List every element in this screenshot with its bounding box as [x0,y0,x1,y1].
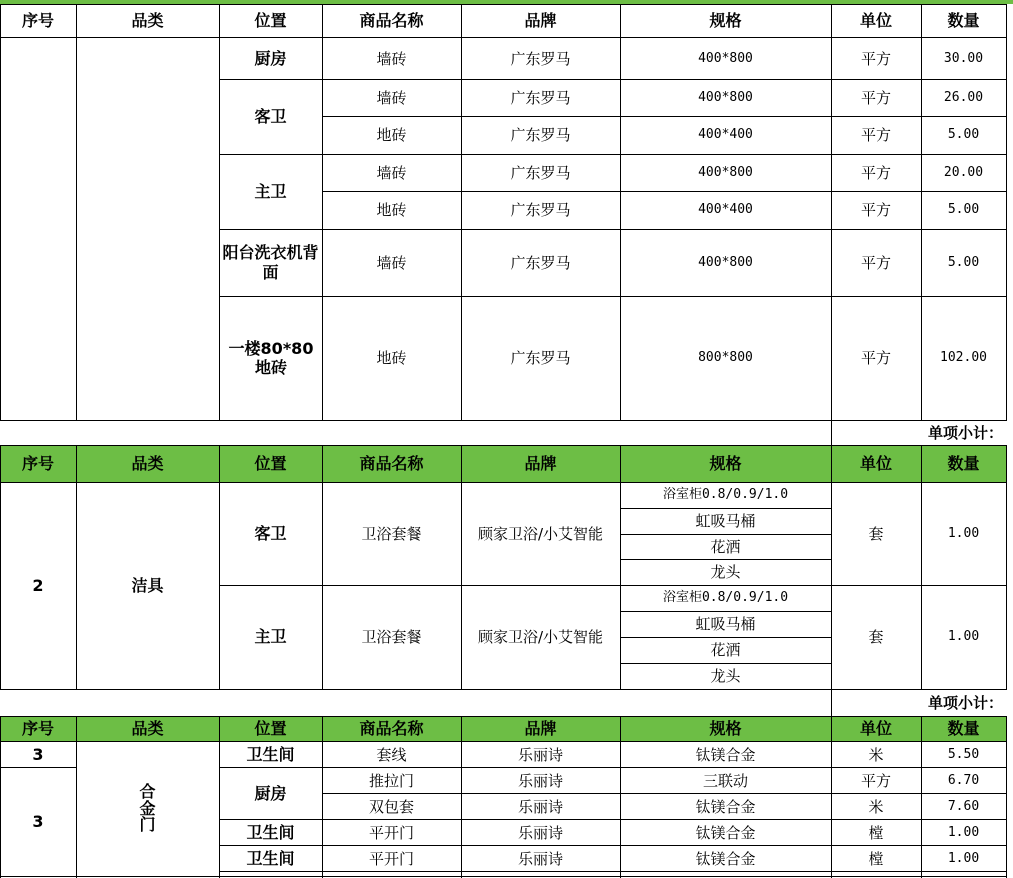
grid-line [0,4,1006,5]
product-name-cell: 推拉门 [368,772,414,790]
location-cell: 一楼80*80地砖 [228,338,314,377]
grid-line [219,871,1006,872]
unit-cell: 平方 [860,88,891,107]
brand-cell: 乐丽诗 [517,746,563,764]
unit-cell: 平方 [860,49,891,68]
location-cell: 阳台洗衣机背面 [222,243,319,282]
header-seq: 序号 [21,453,54,473]
seq-cell: 3 [32,744,44,764]
unit-cell: 平方 [860,253,891,272]
product-name-cell: 墙砖 [376,163,407,182]
spec-cell: 钛镁合金 [695,798,756,816]
location-cell: 卫生间 [246,745,295,765]
grid-line [620,534,831,535]
grid-line [322,793,1006,794]
header-brand: 品牌 [524,11,557,31]
grid-line [219,767,1006,768]
product-name-cell: 卫浴套餐 [361,524,422,543]
grid-line [620,508,831,509]
unit-cell: 平方 [860,772,891,790]
location-cell: 主卫 [254,181,287,201]
quantity-cell: 1.00 [947,629,980,645]
spec-cell: 400*800 [698,164,753,180]
header-spec: 规格 [709,11,742,31]
header-category: 品类 [131,453,164,473]
spec-cell: 800*800 [698,350,753,366]
quantity-cell: 6.70 [947,773,980,789]
header-product-name: 商品名称 [359,453,424,473]
unit-cell: 米 [868,746,884,764]
grid-line [322,716,323,878]
header-product-name: 商品名称 [359,11,424,31]
grid-line [0,482,1006,483]
location-cell: 客卫 [254,106,287,126]
header-brand: 品牌 [524,718,557,738]
product-name-cell: 墙砖 [376,88,407,107]
grid-line [219,296,1006,297]
grid-line [921,4,922,421]
header-product-name: 商品名称 [359,718,424,738]
grid-line [219,585,1006,586]
product-name-cell: 墙砖 [376,49,407,68]
grid-line [620,637,831,638]
product-name-cell: 地砖 [376,349,407,367]
header-location: 位置 [254,718,287,738]
grid-line [0,741,1006,742]
grid-line [0,716,1,878]
header-quantity: 数量 [947,11,980,31]
grid-line [322,116,1006,117]
spec-cell: 钛镁合金 [695,824,756,842]
brand-cell: 乐丽诗 [517,824,563,842]
spec-cell: 浴室柜0.8/0.9/1.0 [662,590,789,606]
grid-line [0,876,1006,877]
quantity-cell: 5.00 [947,127,980,143]
grid-line [76,4,77,421]
location-cell: 卫生间 [246,823,295,843]
header-brand: 品牌 [524,453,557,473]
quantity-cell: 102.00 [940,350,987,366]
spec-cell: 钛镁合金 [695,746,756,764]
location-cell: 厨房 [254,48,287,68]
grid-line [0,716,1006,717]
grid-line [219,229,1006,230]
spec-cell: 400*400 [698,127,753,143]
header-unit: 单位 [859,11,892,31]
spec-cell: 400*800 [698,50,753,66]
grid-line [461,445,462,690]
brand-cell: 顾家卫浴/小艾智能 [477,628,604,646]
grid-line [0,445,1,690]
header-category: 品类 [131,718,164,738]
brand-cell: 广东罗马 [510,349,571,367]
unit-cell: 套 [868,628,884,646]
product-name-cell: 地砖 [376,126,407,144]
seq-cell: 2 [32,575,44,595]
product-name-cell: 平开门 [368,850,414,868]
grid-line [921,716,922,878]
brand-cell: 广东罗马 [510,163,571,182]
subtotal-label: 单项小计： [927,694,1003,712]
brand-cell: 顾家卫浴/小艾智能 [477,524,604,543]
product-name-cell: 套线 [376,746,407,764]
grid-line [461,4,462,421]
grid-line [219,4,220,421]
location-cell: 主卫 [254,627,287,647]
product-name-cell: 地砖 [376,201,407,219]
quantity-cell: 1.00 [947,851,980,867]
quantity-cell: 20.00 [943,164,984,180]
quantity-cell: 5.50 [947,747,980,763]
header-spec: 规格 [709,718,742,738]
grid-line [219,845,1006,846]
spec-cell: 400*400 [698,202,753,218]
unit-cell: 平方 [860,126,891,144]
grid-line [620,559,831,560]
header-seq: 序号 [21,11,54,31]
grid-line [0,689,1006,690]
header-location: 位置 [254,11,287,31]
header-unit: 单位 [859,718,892,738]
grid-line [831,716,832,878]
spec-cell: 花洒 [710,537,741,556]
grid-line [76,445,77,690]
product-name-cell: 卫浴套餐 [361,628,422,646]
header-seq: 序号 [21,718,54,738]
spec-cell: 400*800 [698,89,753,105]
grid-line [831,445,832,716]
category-cell: 合 金 门 [139,781,156,835]
spec-cell: 龙头 [710,563,741,581]
grid-line [620,663,831,664]
spec-cell: 三联动 [702,772,748,790]
brand-cell: 广东罗马 [510,88,571,107]
grid-line [219,819,1006,820]
grid-line [219,79,1006,80]
spec-cell: 浴室柜0.8/0.9/1.0 [662,487,789,503]
quantity-cell: 5.00 [947,254,980,270]
quantity-cell: 5.00 [947,202,980,218]
product-name-cell: 双包套 [368,798,414,816]
brand-cell: 广东罗马 [510,49,571,68]
grid-line [1006,445,1007,690]
unit-cell: 平方 [860,349,891,367]
brand-cell: 乐丽诗 [517,798,563,816]
unit-cell: 米 [868,798,884,816]
grid-line [0,4,1,421]
header-unit: 单位 [859,453,892,473]
grid-line [461,716,462,878]
location-cell: 卫生间 [246,849,295,869]
unit-cell: 平方 [860,163,891,182]
grid-line [1006,716,1007,878]
grid-line [1006,4,1007,421]
spec-cell: 龙头 [710,667,741,685]
header-category: 品类 [131,11,164,31]
spec-cell: 花洒 [710,641,741,659]
grid-line [620,716,621,878]
subtotal-label: 单项小计： [927,424,1003,442]
grid-line [620,611,831,612]
quantity-cell: 30.00 [943,50,984,66]
header-quantity: 数量 [947,453,980,473]
spec-cell: 400*800 [698,254,753,270]
brand-cell: 广东罗马 [510,253,571,272]
grid-line [219,154,1006,155]
unit-cell: 套 [868,524,884,543]
category-cell: 洁具 [131,575,164,595]
location-cell: 客卫 [254,523,287,543]
grid-line [219,445,220,690]
quantity-cell: 26.00 [943,89,984,105]
header-spec: 规格 [709,453,742,473]
unit-cell: 平方 [860,201,891,219]
grid-line [322,191,1006,192]
grid-line [620,445,621,690]
quantity-cell: 1.00 [947,825,980,841]
quantity-cell: 1.00 [947,525,980,541]
brand-cell: 乐丽诗 [517,772,563,790]
grid-line [0,445,1006,446]
product-name-cell: 平开门 [368,824,414,842]
spec-cell: 虹吸马桶 [695,512,756,530]
product-name-cell: 墙砖 [376,253,407,272]
header-location: 位置 [254,453,287,473]
brand-cell: 广东罗马 [510,126,571,144]
brand-cell: 乐丽诗 [517,850,563,868]
location-cell: 厨房 [254,784,287,804]
grid-line [76,716,77,878]
grid-line [322,4,323,421]
grid-line [921,445,922,690]
quantity-cell: 7.60 [947,799,980,815]
grid-line [219,716,220,878]
grid-line [0,37,1006,38]
header-quantity: 数量 [947,718,980,738]
spec-cell: 钛镁合金 [695,850,756,868]
unit-cell: 樘 [868,824,884,842]
spec-cell: 虹吸马桶 [695,615,756,633]
grid-line [831,4,832,445]
unit-cell: 樘 [868,850,884,868]
grid-line [620,4,621,421]
grid-line [322,445,323,690]
seq-cell: 3 [32,811,44,831]
brand-cell: 广东罗马 [510,201,571,219]
grid-line [0,767,76,768]
grid-line [0,420,1006,421]
